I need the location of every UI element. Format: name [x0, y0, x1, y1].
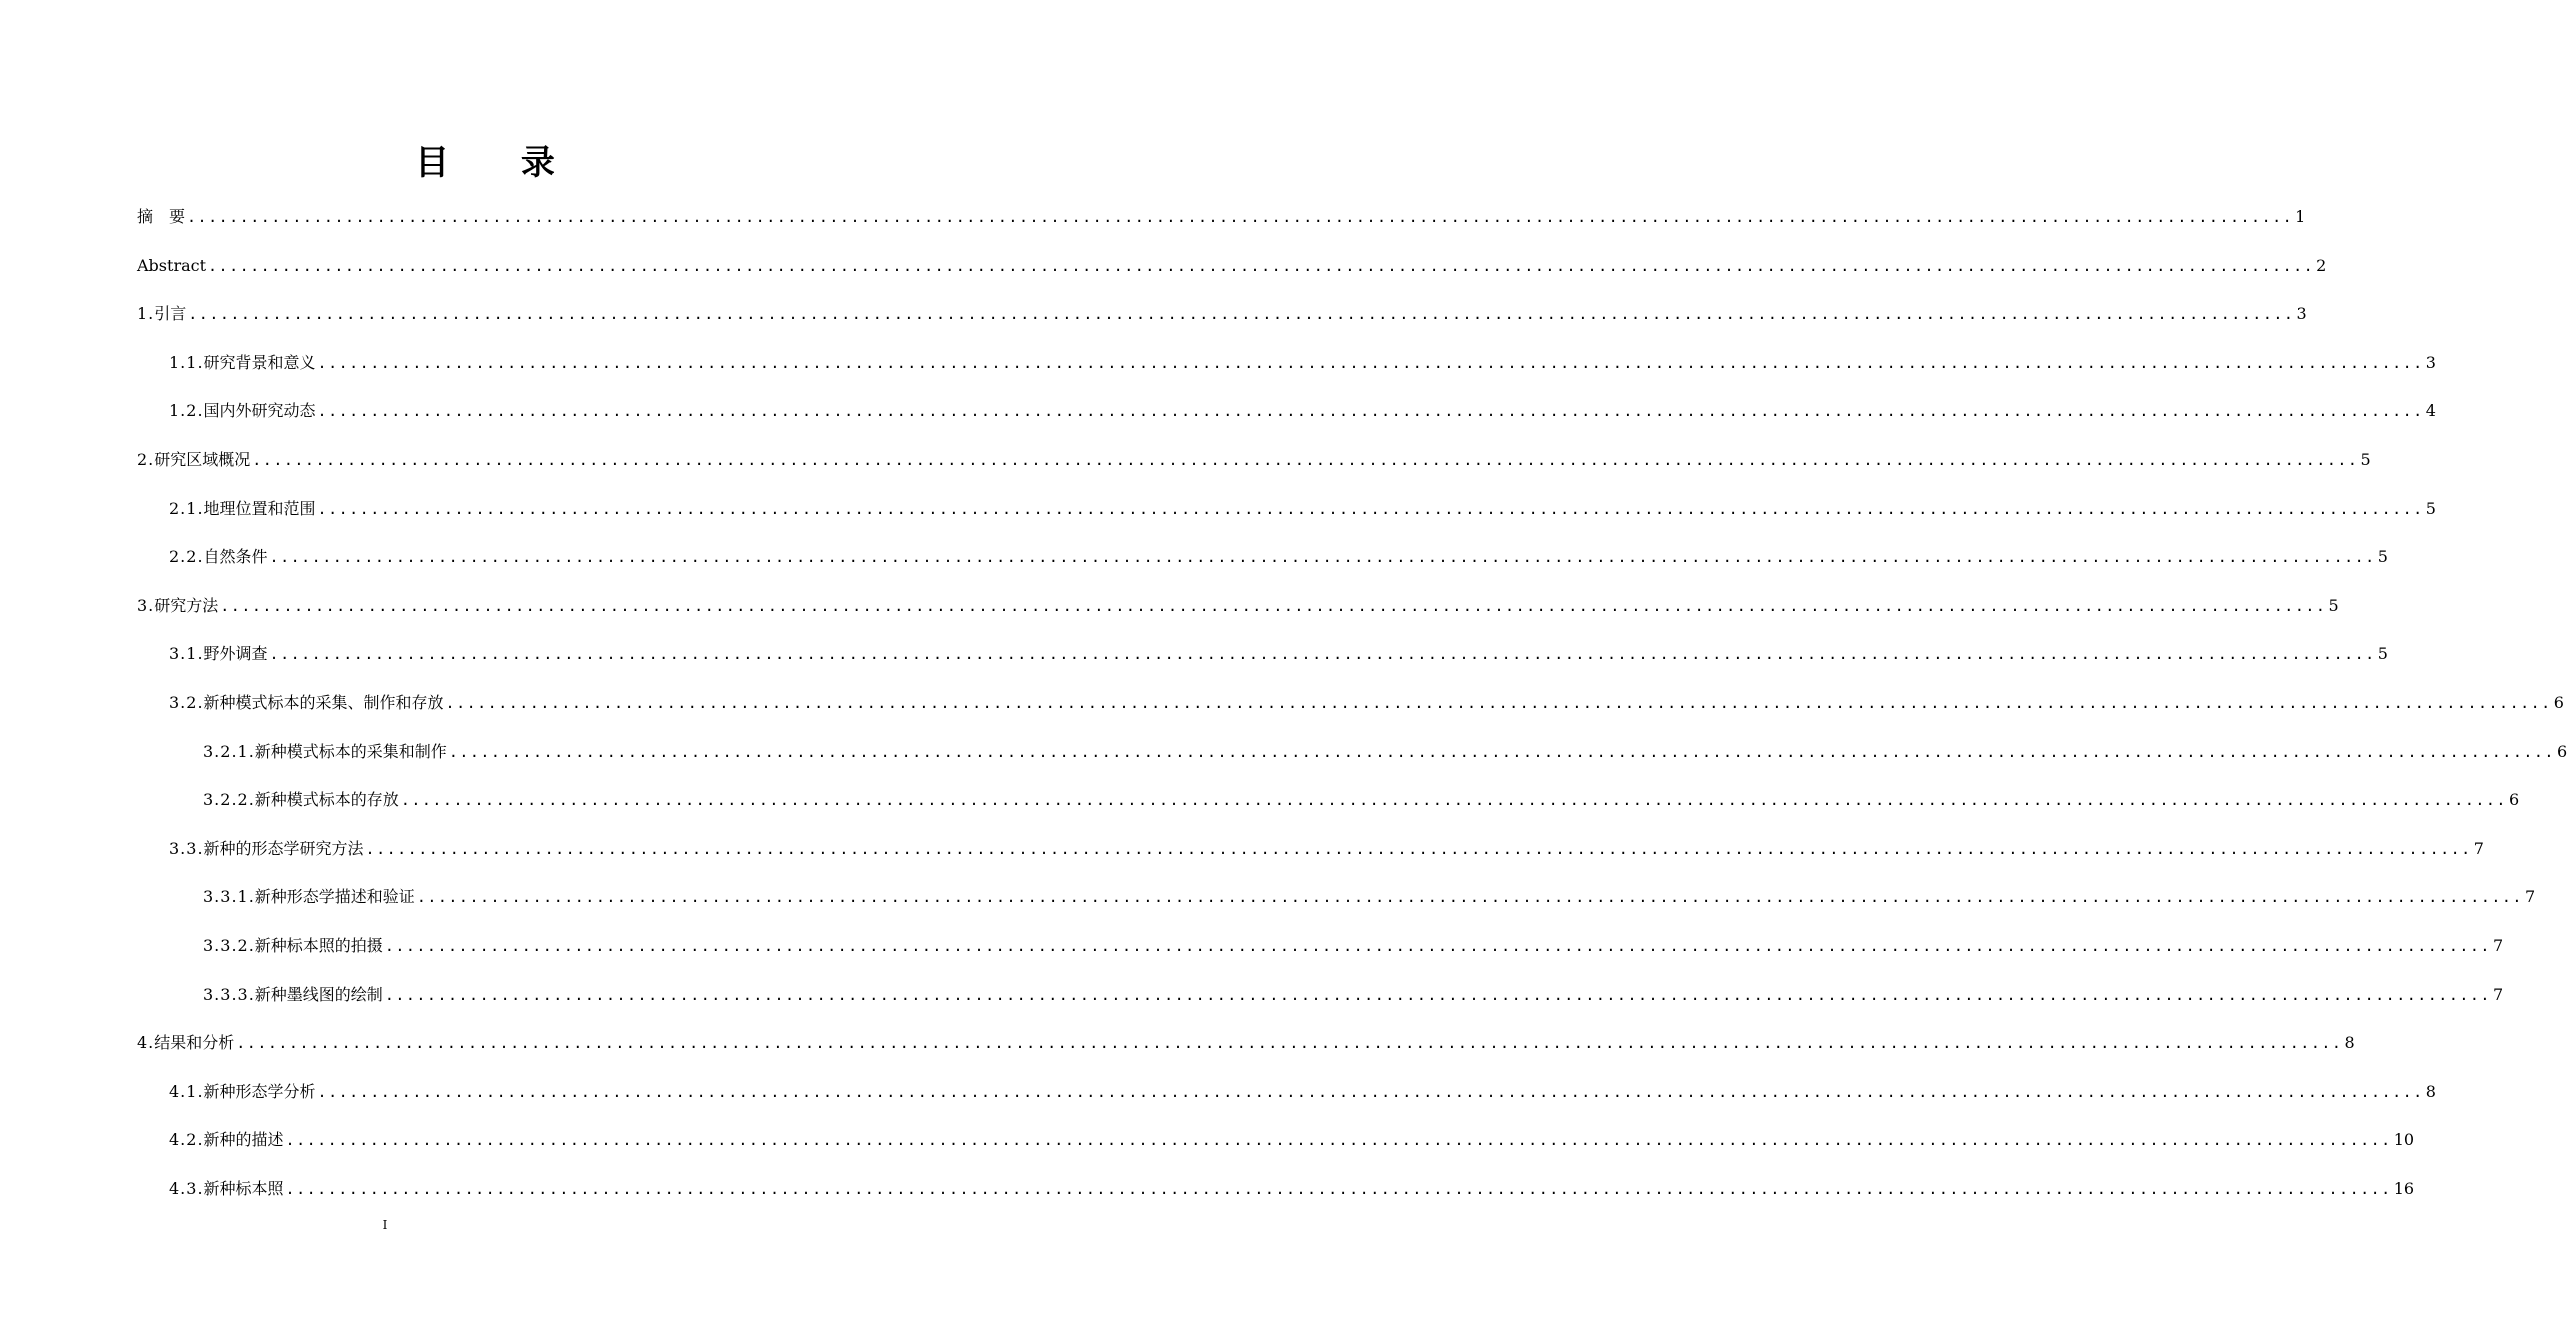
toc-entry-number: 2.1.: [169, 498, 204, 518]
toc-entry-number: 4.3.: [169, 1179, 204, 1198]
toc-entry-label: 新种墨线图的绘制: [254, 984, 383, 1004]
toc-entry[interactable]: [137, 733, 2567, 763]
page-number-footer: I: [382, 1218, 388, 1232]
toc-entry-leader-dots: ........................................................................................................................................................................................................: [317, 402, 2424, 421]
toc-entry[interactable]: [137, 976, 2504, 1006]
toc-entry-label: 新种标本照的拍摄: [254, 936, 383, 955]
toc-entry[interactable]: [137, 684, 2564, 714]
toc-entry-number: 1.: [137, 304, 155, 324]
toc-entry-number: 3.1.: [169, 644, 204, 664]
toc-entry-number: 3.3.3.: [203, 984, 255, 1004]
toc-entry-page-number: 6: [2556, 741, 2567, 761]
toc-entry-number: 1.1.: [169, 352, 204, 372]
toc-entry-leader-dots: ........................................................................................................................................................................................................: [188, 305, 2295, 324]
toc-entry-label: 新种的形态学研究方法: [203, 838, 364, 858]
toc-entry-label: 新种标本照: [203, 1179, 284, 1198]
toc-entry-page-number: 5: [2377, 547, 2388, 567]
toc-entry-page-number: 7: [2492, 984, 2504, 1004]
toc-entry[interactable]: [137, 1170, 2415, 1200]
toc-entry[interactable]: [137, 1024, 2355, 1054]
toc-entry[interactable]: [137, 392, 2436, 422]
toc-entry-page-number: 5: [2377, 644, 2388, 664]
toc-entry-label: 研究方法: [154, 595, 219, 615]
toc-entry[interactable]: [137, 635, 2388, 665]
toc-entry-leader-dots: ........................................................................................................................................................................................................: [384, 937, 2491, 955]
toc-entry[interactable]: [137, 198, 2306, 228]
toc-entry-number: 2.2.: [169, 547, 204, 567]
toc-entry-leader-dots: ........................................................................................................................................................................................................: [252, 451, 2359, 469]
toc-entry-leader-dots: ........................................................................................................................................................................................................: [269, 645, 2376, 664]
toc-entry-leader-dots: ........................................................................................................................................................................................................: [317, 353, 2424, 372]
toc-entry-page-number: 6: [2553, 693, 2564, 712]
toc-entry-leader-dots: ........................................................................................................................................................................................................: [220, 596, 2327, 615]
toc-entry-label: 新种形态学分析: [203, 1081, 316, 1101]
toc-entry-label: 研究背景和意义: [203, 352, 316, 372]
toc-entry-page-number: 5: [2425, 498, 2436, 518]
toc-entry[interactable]: [137, 490, 2436, 520]
toc-entry-leader-dots: ........................................................................................................................................................................................................: [400, 791, 2507, 810]
toc-entry-label: Abstract: [137, 255, 207, 275]
toc-entry-label: 自然条件: [203, 547, 268, 567]
toc-entry-page-number: 10: [2393, 1130, 2415, 1150]
toc-entry[interactable]: [137, 1073, 2436, 1103]
toc-entry-page-number: 2: [2316, 255, 2327, 275]
toc-entry-page-number: 3: [2296, 304, 2307, 324]
toc-entry-number: 4.: [137, 1033, 155, 1053]
toc-entry-page-number: 16: [2393, 1179, 2415, 1198]
toc-entry-page-number: 7: [2473, 838, 2484, 858]
toc-entry-number: 3.3.2.: [203, 936, 255, 955]
toc-entry[interactable]: [137, 878, 2536, 908]
toc-entry-label: 地理位置和范围: [203, 498, 316, 518]
toc-entry-page-number: 7: [2524, 887, 2536, 907]
toc-entry[interactable]: [137, 295, 2307, 325]
toc-entry-leader-dots: ........................................................................................................................................................................................................: [285, 1131, 2392, 1150]
toc-entry-label: 野外调查: [203, 644, 268, 664]
toc-entry-number: 4.2.: [169, 1130, 204, 1150]
toc-entry-page-number: 5: [2360, 450, 2371, 469]
toc-entry-leader-dots: ........................................................................................................................................................................................................: [317, 499, 2424, 518]
toc-entry-leader-dots: ........................................................................................................................................................................................................: [236, 1034, 2343, 1053]
toc-entry[interactable]: [137, 441, 2371, 471]
toc-entry-label: 摘 要: [137, 207, 186, 226]
toc-entry-number: 3.2.: [169, 693, 204, 712]
toc-entry-page-number: 1: [2295, 207, 2306, 226]
toc-entry[interactable]: [137, 344, 2436, 374]
toc-entry-leader-dots: ........................................................................................................................................................................................................: [445, 694, 2552, 712]
toc-entry-leader-dots: ........................................................................................................................................................................................................: [208, 256, 2315, 275]
toc-entry-number: 3.2.1.: [203, 741, 255, 761]
toc-entry-page-number: 3: [2425, 352, 2436, 372]
toc-entry-leader-dots: ........................................................................................................................................................................................................: [416, 888, 2523, 907]
toc-entry-number: 3.3.: [169, 838, 204, 858]
toc-entry-leader-dots: ........................................................................................................................................................................................................: [448, 742, 2555, 761]
toc-entry-number: 4.1.: [169, 1081, 204, 1101]
toc-entry-page-number: 8: [2344, 1033, 2355, 1053]
toc-entry-leader-dots: ........................................................................................................................................................................................................: [269, 548, 2376, 567]
toc-entry[interactable]: [137, 927, 2504, 957]
toc-entry[interactable]: [137, 538, 2388, 568]
toc-entry[interactable]: [137, 781, 2520, 811]
toc-entry-label: 研究区域概况: [154, 450, 251, 469]
toc-entry-leader-dots: ........................................................................................................................................................................................................: [317, 1082, 2424, 1101]
toc-entry-page-number: 6: [2508, 790, 2520, 810]
toc-entry-label: 新种的描述: [203, 1130, 284, 1150]
toc-entry-label: 新种模式标本的采集、制作和存放: [203, 693, 444, 712]
toc-entry-label: 引言: [154, 304, 187, 324]
toc-entry[interactable]: [137, 1121, 2415, 1151]
toc-entry-number: 3.: [137, 595, 155, 615]
toc-entry-label: 新种模式标本的采集和制作: [254, 741, 447, 761]
toc-entry[interactable]: [137, 830, 2484, 860]
toc-entry-number: 1.2.: [169, 401, 204, 421]
toc-entry-leader-dots: ........................................................................................................................................................................................................: [384, 985, 2491, 1004]
toc-entry-page-number: 5: [2328, 595, 2339, 615]
toc-entry-label: 新种形态学描述和验证: [254, 887, 415, 907]
toc-entry-leader-dots: ........................................................................................................................................................................................................: [285, 1180, 2392, 1198]
toc-entry-page-number: 8: [2425, 1081, 2436, 1101]
toc-entry-number: 2.: [137, 450, 155, 469]
toc-entry-label: 国内外研究动态: [203, 401, 316, 421]
toc-entry-leader-dots: ........................................................................................................................................................................................................: [187, 208, 2294, 226]
toc-title: 目 录: [415, 143, 585, 183]
toc-entry[interactable]: [137, 587, 2339, 617]
toc-entry-label: 新种模式标本的存放: [254, 790, 399, 810]
toc-entry-label: 结果和分析: [154, 1033, 235, 1053]
toc-entry-leader-dots: ........................................................................................................................................................................................................: [365, 839, 2472, 858]
toc-entry-page-number: 4: [2425, 401, 2436, 421]
toc-entry[interactable]: [137, 247, 2327, 277]
toc-entry-number: 3.2.2.: [203, 790, 255, 810]
toc-entry-number: 3.3.1.: [203, 887, 255, 907]
toc-entry-page-number: 7: [2492, 936, 2504, 955]
